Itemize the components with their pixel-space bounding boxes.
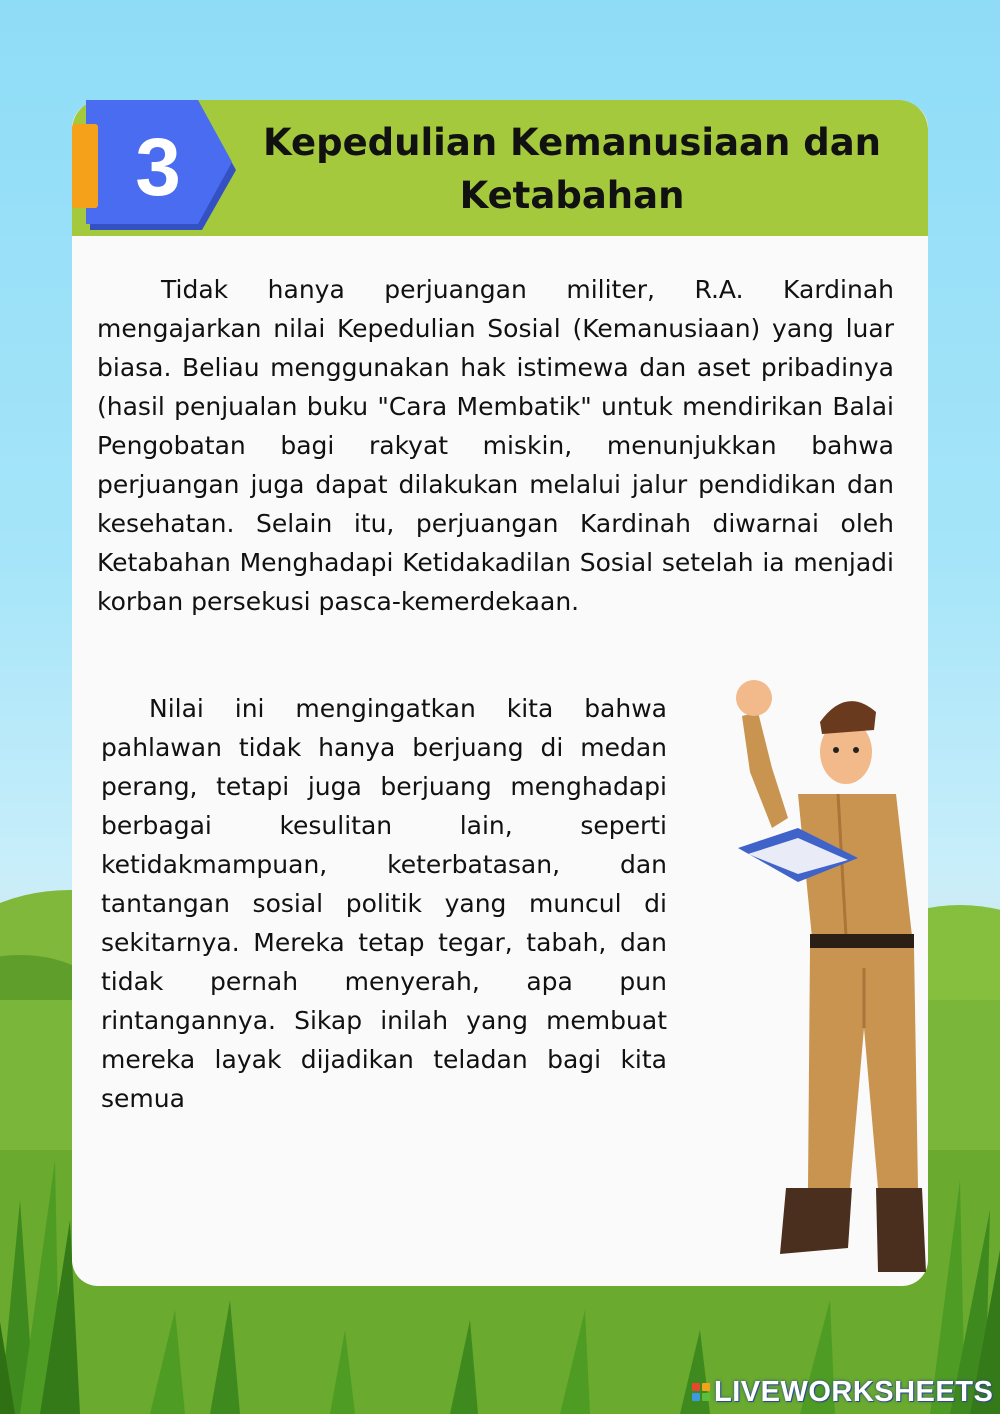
section-title: Kepedulian Kemanusiaan dan Ketabahan bbox=[262, 121, 882, 217]
liveworksheets-branding bbox=[692, 1374, 993, 1410]
paragraph-values: Nilai ini mengingatkan kita bahwa pahlawan tidak hanya berjuang di medan perang, tetapi juga berjuang menghadapi berbagai kesulitan lain, seperti ketidakmampuan, keterbatasan, dan tantangan sosial politik yang muncul di sekitarnya. Mereka tetap tegar, tabah, dan tidak pernah menyerah, apa pun rintangannya. Sikap inilah yang membuat mereka layak dijadikan teladan bagi kita semua bbox=[101, 694, 667, 1113]
liveworksheets-logo-icon bbox=[692, 1383, 710, 1401]
brand-name: LIVEWORKSHEETS bbox=[714, 1375, 994, 1408]
student-hero-illustration bbox=[728, 668, 928, 1288]
section-number: 3 bbox=[135, 122, 181, 213]
paragraph-intro: Tidak hanya perjuangan militer, R.A. Kardinah mengajarkan nilai Kepedulian Sosial (Kemanusiaan) yang luar biasa. Beliau menggunakan hak istimewa dan aset pribadinya (hasil penjualan buku "Cara Membatik" untuk mendirikan Balai Pengobatan bagi rakyat miskin, menunjukkan bahwa perjuangan juga dapat dilakukan melalui jalur pendidikan dan kesehatan. Selain itu, perjuangan Kardinah diwarnai oleh Ketabahan Menghadapi Ketidakadilan Sosial setelah ia menjadi korban persekusi pasca-kemerdekaan. bbox=[97, 275, 894, 616]
